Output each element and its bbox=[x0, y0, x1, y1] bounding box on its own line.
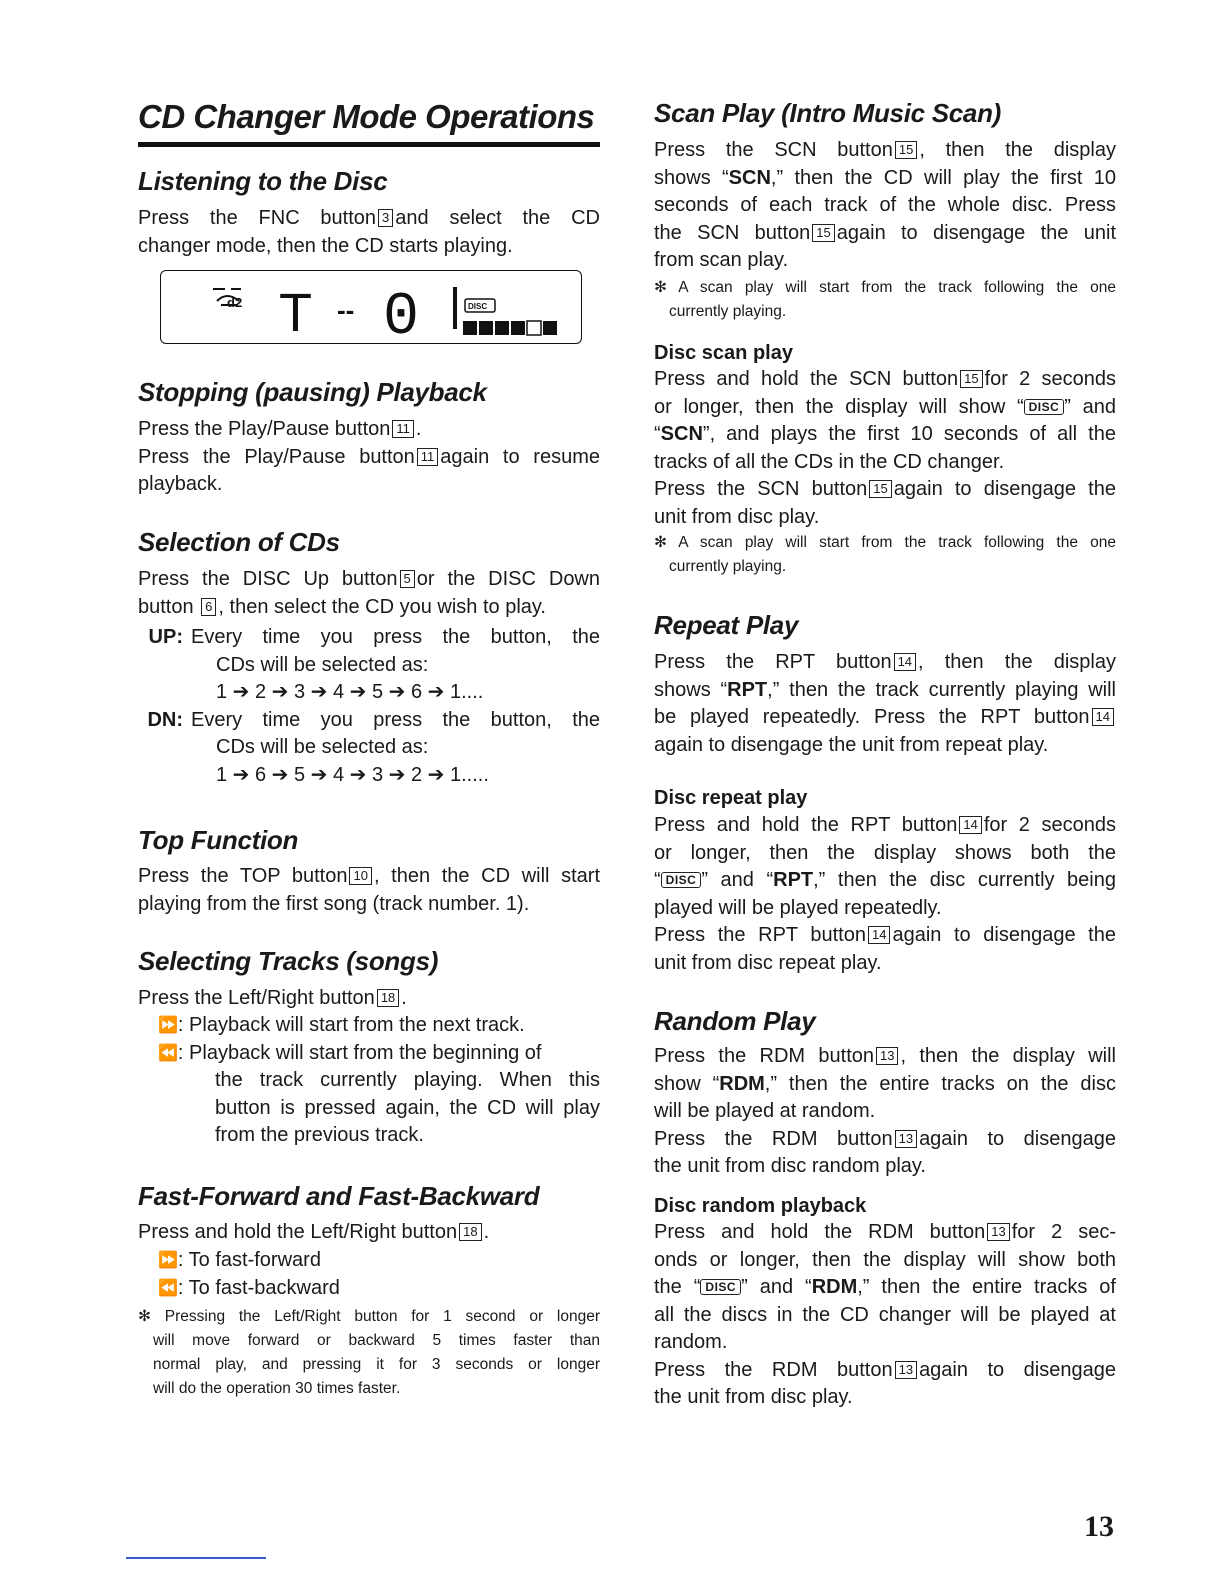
button-ref-6: 6 bbox=[201, 598, 216, 616]
disc-badge-2: DISC bbox=[661, 872, 702, 888]
disc-scan-text: Press and hold the SCN button 15 for 2 seconds or longer, then the display will show “ DISC ” and “SCN”, and plays the first 10 seconds of all the tracks of all the CDs in the CD changer. Press the SCN button 15 again to disengage the unit from disc play. bbox=[654, 368, 1116, 528]
fast-backward-icon: ⏪ bbox=[158, 1279, 178, 1297]
fast-forward-icon: ⏩ bbox=[158, 1252, 178, 1269]
tracks-text: Press the Left/Right button 18 . bbox=[138, 987, 407, 1009]
button-ref-13d: 13 bbox=[895, 1361, 917, 1379]
repeat-text: Press the RPT button 14 , then the display shows “RPT,” then the track currently playing will be played repeatedly. Press the RPT button 14 again to disengage the unit from repeat play. bbox=[654, 651, 1117, 756]
lcd-dash: -- bbox=[337, 295, 355, 325]
button-ref-11: 11 bbox=[392, 420, 414, 438]
page-title: CD Changer Mode Operations bbox=[138, 98, 595, 135]
lcd-track-letter: T bbox=[279, 283, 312, 343]
lcd-separator bbox=[453, 287, 457, 329]
lcd-display-illustration bbox=[160, 270, 582, 344]
forward-icon: ⏩ bbox=[158, 1017, 178, 1034]
button-ref-15d: 15 bbox=[869, 480, 891, 498]
ff-text: Press and hold the Left/Right button 18 . bbox=[138, 1221, 490, 1243]
disc-random-text: Press and hold the RDM button 13 for 2 sec- onds or longer, then the display will show both the “ DISC ” and “RDM,” then the entire tracks of all the discs in the CD changer will be played at random. Press the RDM button 13 again to disengage the unit from disc play. bbox=[654, 1221, 1117, 1408]
button-ref-14: 14 bbox=[894, 653, 916, 671]
lcd-disc-slot-icons bbox=[463, 321, 557, 335]
button-ref-18b: 18 bbox=[459, 1223, 481, 1241]
button-ref-15: 15 bbox=[895, 141, 917, 159]
random-text: Press the RDM button 13 , then the display will show “RDM,” then the entire tracks on the disc will be played at random. Press the RDM button 13 again to disengage the unit from disc random play. bbox=[654, 1045, 1117, 1177]
heading-selection: Selection of CDs bbox=[138, 527, 340, 557]
page-number: 13 bbox=[1084, 1510, 1114, 1543]
heading-disc-scan: Disc scan play bbox=[654, 342, 793, 364]
heading-scan-play: Scan Play (Intro Music Scan) bbox=[654, 98, 1002, 128]
heading-random-play: Random Play bbox=[654, 1006, 816, 1036]
button-ref-11b: 11 bbox=[417, 448, 439, 466]
heading-listening: Listening to the Disc bbox=[138, 166, 388, 196]
button-ref-14c: 14 bbox=[959, 816, 981, 834]
button-ref-13c: 13 bbox=[987, 1223, 1009, 1241]
button-ref-15c: 15 bbox=[960, 370, 982, 388]
disc-repeat-text: Press and hold the RPT button 14 for 2 seconds or longer, then the display shows both the “ DISC ” and “RPT,” then the disc currently being played will be played repeatedly. Press the RPT button 14 again to disengage the unit from disc repeat play. bbox=[654, 814, 1116, 974]
stopping-text: Press the Play/Pause button 11 . Press the Play/Pause button 11 again to resume playback. bbox=[138, 418, 600, 495]
lcd-disc-label: DISC bbox=[468, 302, 488, 311]
button-ref-14b: 14 bbox=[1092, 708, 1114, 726]
scan-note: ✻ A scan play will start from the track following the one currently playing. bbox=[654, 279, 1116, 320]
disc-scan-note: ✻ A scan play will start from the track following the one currently playing. bbox=[654, 534, 1116, 575]
disc-badge: DISC bbox=[1024, 399, 1065, 415]
title-underline bbox=[138, 142, 600, 147]
ff-note: ✻ Pressing the Left/Right button for 1 second or longer will move forward or backward 5 times faster than normal play, and pressing it for 3 seconds or longer will do the operation 30 times faster. bbox=[138, 1308, 600, 1397]
disc-badge-3: DISC bbox=[700, 1279, 741, 1295]
button-ref-10: 10 bbox=[349, 867, 371, 885]
heading-stopping: Stopping (pausing) Playback bbox=[138, 377, 487, 407]
heading-repeat-play: Repeat Play bbox=[654, 610, 799, 640]
button-ref-13: 13 bbox=[876, 1047, 898, 1065]
button-ref-18: 18 bbox=[377, 989, 399, 1007]
heading-disc-random: Disc random playback bbox=[654, 1195, 867, 1217]
scan-text: Press the SCN button 15 , then the display shows “SCN,” then the CD will play the first 10 seconds of each track of the whole disc. Press the SCN button 15 again to disengage the unit from scan play. bbox=[654, 139, 1117, 271]
button-ref-14d: 14 bbox=[868, 926, 890, 944]
lcd-digit: 0 bbox=[383, 284, 420, 343]
button-ref-13b: 13 bbox=[895, 1130, 917, 1148]
heading-disc-repeat: Disc repeat play bbox=[654, 787, 808, 809]
lcd-indicator-text: d2 bbox=[227, 295, 243, 310]
button-ref-3: 3 bbox=[378, 209, 393, 227]
button-ref-15b: 15 bbox=[812, 224, 834, 242]
backward-icon: ⏪ bbox=[158, 1044, 178, 1062]
lcd-graphic bbox=[161, 271, 581, 343]
tracks-list: ⏩ : Playback will start from the next track. ⏪ : Playback will start from the beginning of the track currently playing. When this button is pressed again, the CD will play from the previous track. bbox=[158, 1014, 600, 1146]
ff-list: ⏩ : To fast-forward ⏪ : To fast-backward bbox=[158, 1247, 600, 1302]
heading-top-function: Top Function bbox=[138, 825, 299, 855]
listening-text: Press the FNC button 3 and select the CD changer mode, then the CD starts playing. bbox=[138, 207, 600, 257]
heading-selecting-tracks: Selecting Tracks (songs) bbox=[138, 946, 439, 976]
footer-rule bbox=[126, 1557, 266, 1559]
selection-list: UP: Every time you press the button, the CDs will be selected as: 1 ➔ 2 ➔ 3 ➔ 4 ➔ 5 ➔ 6 ➔ 1.... DN: Every time you press the button, the CDs will be selected as: 1 ➔ 6 ➔ 5 ➔ 4 ➔ 3 ➔ 2 ➔ 1..... bbox=[147, 626, 600, 786]
button-ref-5: 5 bbox=[400, 570, 415, 588]
top-function-text: Press the TOP button 10 , then the CD will start playing from the first song (track number. 1). bbox=[138, 865, 600, 915]
selection-text: Press the DISC Up button 5 or the DISC Down button 6 , then select the CD you wish to play. bbox=[138, 568, 601, 618]
heading-fast-forward: Fast-Forward and Fast-Backward bbox=[138, 1181, 540, 1211]
